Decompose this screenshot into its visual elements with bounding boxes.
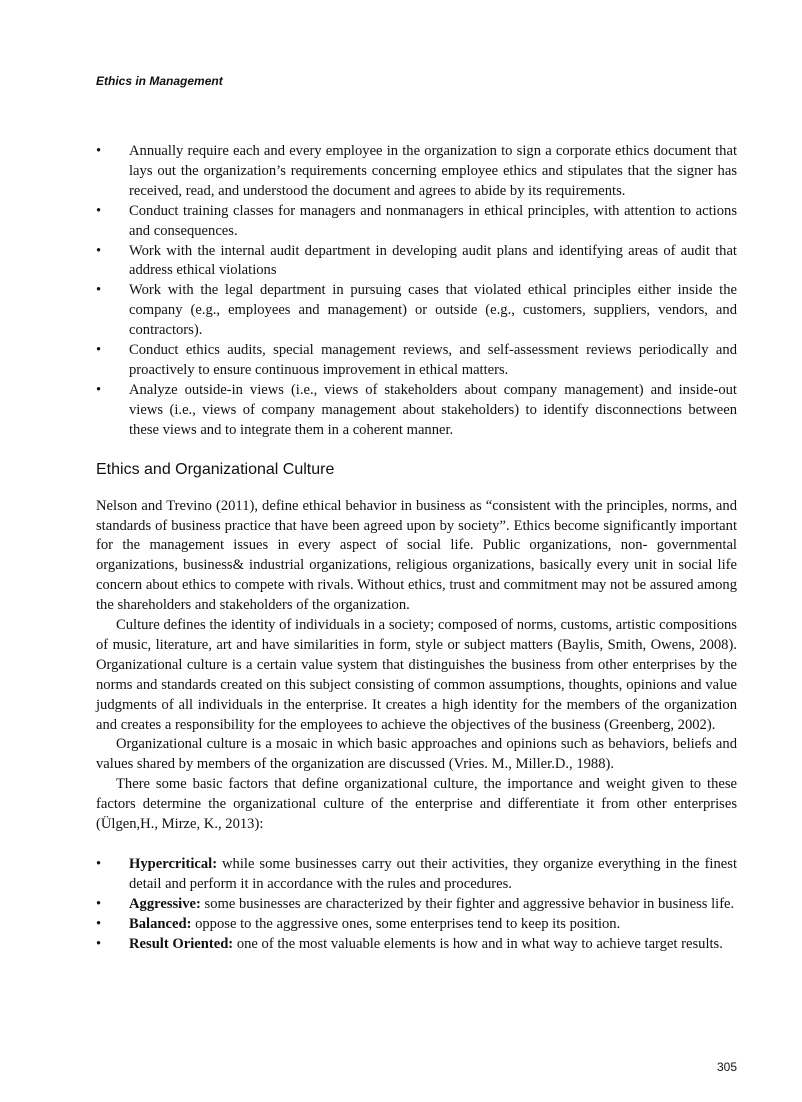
list-item <box>96 202 737 242</box>
list-item-text: Analyze outside-in views (i.e., views of stakeholders about company management) and inside-out views (i.e., views of company management about stakeholders) to identify disconnections between these views and to integrate them in a coherent manner. <box>129 381 737 438</box>
bullet-icon: • <box>96 282 102 299</box>
list-item-text: some businesses are characterized by their fighter and aggressive behavior in business life. <box>200 895 735 912</box>
list-item-term: Balanced: <box>129 915 192 932</box>
list-item-text: Conduct training classes for managers and nonmanagers in ethical principles, with attention to actions and consequences. <box>129 202 737 239</box>
bullet-icon: • <box>96 202 102 219</box>
bullet-list-culture-factors <box>96 855 737 955</box>
list-item <box>96 281 737 341</box>
list-item-text: Conduct ethics audits, special management reviews, and self-assessment reviews periodically and proactively to ensure continuous improvement in ethical matters. <box>129 342 737 378</box>
page-number: 305 <box>716 1060 737 1074</box>
list-item-text: oppose to the aggressive ones, some enterprises tend to keep its position. <box>191 915 621 932</box>
bullet-list-top <box>96 142 737 441</box>
list-item-text: Work with the internal audit department in developing audit plans and identifying areas of audit that address ethical violations <box>129 242 737 279</box>
running-header: Ethics in Management <box>96 74 223 88</box>
section-title: Ethics and Organizational Culture <box>96 460 335 478</box>
bullet-icon: • <box>96 242 102 259</box>
body-paragraph: Organizational culture is a mosaic in which basic approaches and opinions such as behaviors, beliefs and values shared by members of the organization are discussed (Vries. M., Miller.D., 1988). <box>96 736 737 773</box>
body-paragraph: Culture defines the identity of individuals in a society; composed of norms, customs, artistic compositions of music, literature, art and have similarities in form, style or subject matters (Baylis, Smith, Owens, 2008). Organizational culture is a certain value system that distinguishes the business from other enterprises by the norms and standards created on this subject consisting of common assumptions, thoughts, opinions and value judgments of all individuals in the enterprise. It creates a high identity for the members of the organization and creates a responsibility for the employees to achieve the objectives of the business (Greenberg, 2002). <box>96 617 737 733</box>
bullet-icon: • <box>96 915 102 932</box>
list-item <box>96 855 737 895</box>
list-item-text: Annually require each and every employee in the organization to sign a corporate ethics document that lays out the organization’s requirements concerning employee ethics and stipulates that the signer has received, read, and understood the document and agrees to abide by its requirements. <box>129 143 737 199</box>
list-item-text: while some businesses carry out their activities, they organize everything in the finest detail and perform it in accordance with the rules and procedures. <box>129 856 737 892</box>
list-item <box>96 381 737 441</box>
list-item <box>96 142 737 202</box>
list-item <box>96 935 737 955</box>
list-item-term: Aggressive: <box>129 895 201 912</box>
list-item-term: Hypercritical: <box>129 856 218 872</box>
list-item-term: Result Oriented: <box>129 935 234 952</box>
list-item <box>96 341 737 381</box>
body-paragraph: Nelson and Trevino (2011), define ethical behavior in business as “consistent with the principles, norms, and standards of business practice that have been agreed upon by society”. Ethics become significantly important for the management issues in every aspect of social life. Public organizations, non- governmental organizations, business& industrial organizations, religious organizations, basically every unit in social life concern about ethics to compete with rivals. Without ethics, trust and commitment may not be assured among the shareholders and stakeholders of the organization. <box>96 497 737 614</box>
body-paragraph: There some basic factors that define organizational culture, the importance and weight given to these factors determine the organizational culture of the enterprise and differentiate it from other enterprises (Ülgen,H., Mirze, K., 2013): <box>96 776 737 833</box>
list-item <box>96 242 737 282</box>
list-item <box>96 915 737 935</box>
bullet-icon: • <box>96 381 102 398</box>
list-item-text: one of the most valuable elements is how and in what way to achieve target results. <box>233 935 723 952</box>
bullet-icon: • <box>96 895 102 912</box>
list-item <box>96 895 737 915</box>
bullet-icon: • <box>96 143 102 159</box>
bullet-icon: • <box>96 856 102 872</box>
page-content <box>96 142 737 955</box>
bullet-icon: • <box>96 342 102 359</box>
bullet-icon: • <box>96 935 102 952</box>
list-item-text: Work with the legal department in pursuing cases that violated ethical principles either inside the company (e.g., employees and management) or outside (e.g., customers, suppliers, vendors, and contractors). <box>129 282 737 339</box>
